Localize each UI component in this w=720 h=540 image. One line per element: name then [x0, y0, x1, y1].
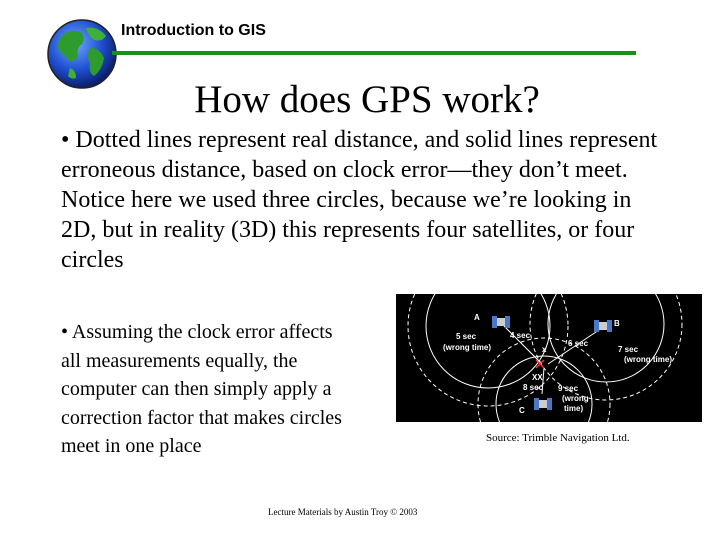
- bullet-2: • Assuming the clock error affects all measurements equally, the computer can then simply apply a correction factor that makes circles meet in one place: [61, 321, 342, 457]
- label-a-sec: 5 sec: [456, 332, 477, 341]
- label-b-sec: 6 sec: [568, 339, 589, 348]
- label-b: B: [614, 319, 620, 328]
- label-b-wrong-sec: 7 sec: [618, 345, 639, 354]
- header-divider: [112, 51, 636, 55]
- slide-title: [0, 76, 720, 124]
- label-x-sec: 4 sec: [510, 331, 531, 340]
- course-title: Introduction to GIS: [121, 22, 266, 39]
- gps-trilateration-figure: [396, 294, 702, 422]
- footer-credit: Lecture Materials by Austin Troy © 2003: [268, 507, 418, 517]
- circle-b-solid: [548, 294, 664, 382]
- label-x: x: [542, 345, 547, 354]
- label-c: C: [519, 406, 525, 415]
- satellite-c-icon: [534, 398, 552, 410]
- satellite-a-icon: [492, 316, 510, 328]
- label-a: A: [474, 313, 480, 322]
- label-c-sec: 8 sec: [523, 383, 544, 392]
- label-c-wrong-2: time): [564, 404, 584, 413]
- figure-source: Source: Trimble Navigation Ltd.: [486, 432, 630, 444]
- label-a-wrong: (wrong time): [443, 343, 491, 352]
- label-c-wrong-sec: 9 sec: [558, 384, 579, 393]
- bullet-1: • Dotted lines represent real distance, and solid lines represent erroneous distance, based on clock error—they don’t meet. Notice here we used three circles, because we’re looking in 2D, but in reality (3D) this represents four satellites, or four circles: [61, 127, 658, 273]
- label-xx: XX: [532, 373, 543, 382]
- slide-title-text: How does GPS work?: [194, 78, 540, 121]
- label-c-wrong-1: (wrong: [562, 394, 589, 403]
- label-b-wrong: (wrong time): [624, 355, 672, 364]
- satellite-b-icon: [594, 320, 612, 332]
